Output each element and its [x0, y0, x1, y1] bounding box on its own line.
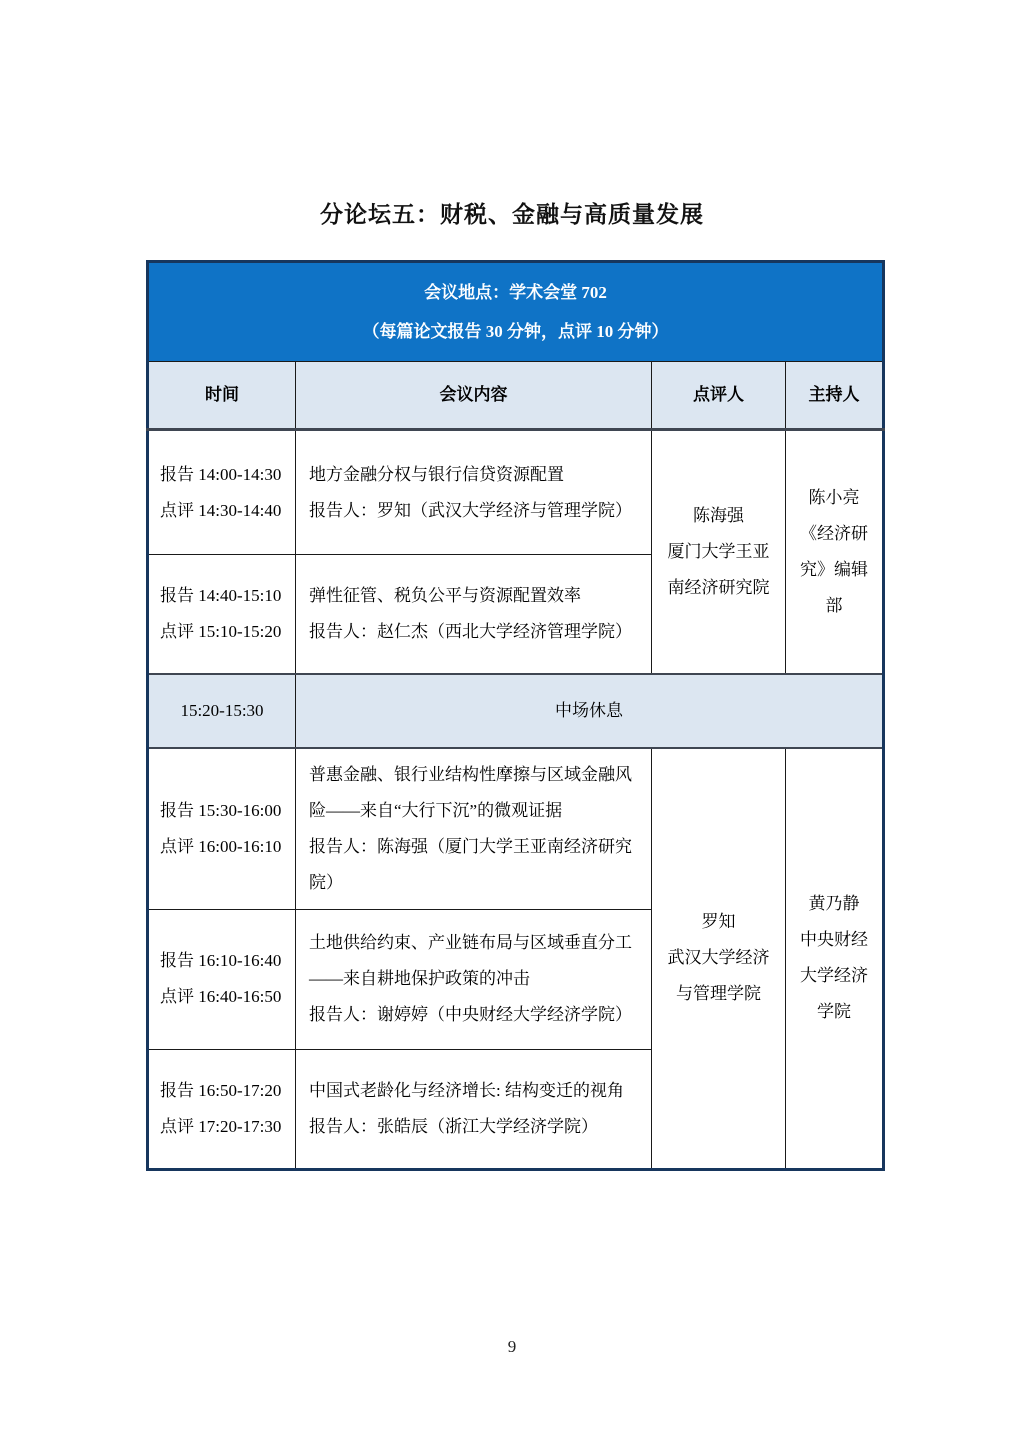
- session-row-1: [148, 430, 884, 555]
- comment-time: 点评 17:20-17:30: [160, 1116, 282, 1136]
- report-time: 报告 15:30-16:00: [160, 800, 282, 820]
- host-affiliation: 中央财经大学经济学院: [800, 930, 868, 1021]
- column-header-content: 会议内容: [296, 362, 652, 430]
- paper-title: 地方金融分权与银行信贷资源配置: [309, 464, 564, 484]
- paper-title: 普惠金融、银行业结构性摩擦与区域金融风险——来自“大行下沉”的微观证据: [309, 764, 632, 820]
- report-time: 报告 14:00-14:30: [160, 464, 282, 484]
- content-cell: [296, 430, 652, 555]
- report-time: 报告 16:10-16:40: [160, 951, 282, 970]
- venue-banner: [148, 262, 884, 362]
- page-number: 9: [507, 1337, 517, 1356]
- break-row: [148, 674, 884, 748]
- paper-title: 土地供给约束、产业链布局与区域垂直分工——来自耕地保护政策的冲击: [309, 933, 632, 988]
- content-cell: [296, 555, 652, 674]
- presenter: 报告人：谢婷婷（中央财经大学经济学院）: [309, 1005, 632, 1024]
- host-affiliation: 《经济研究》编辑部: [800, 523, 868, 615]
- time-cell: [148, 555, 296, 674]
- column-header-time: 时间: [148, 362, 296, 430]
- session-row-3: [148, 748, 884, 910]
- venue-note: （每篇论文报告 30 分钟，点评 10 分钟）: [362, 322, 669, 341]
- venue-banner-row: [148, 262, 884, 362]
- host-cell-block2: [786, 748, 884, 1170]
- report-time: 报告 14:40-15:10: [160, 585, 282, 605]
- break-label: 中场休息: [296, 674, 884, 748]
- reviewer-cell-block2: [652, 748, 786, 1170]
- reviewer-name: 罗知: [701, 912, 736, 931]
- paper-title: 中国式老龄化与经济增长: 结构变迁的视角: [309, 1080, 624, 1100]
- content-cell: [296, 909, 652, 1049]
- comment-time: 点评 16:00-16:10: [160, 836, 282, 856]
- content-cell: [296, 748, 652, 910]
- time-cell: [148, 748, 296, 910]
- content-cell: [296, 1049, 652, 1169]
- time-cell: [148, 1049, 296, 1169]
- paper-title: 弹性征管、税负公平与资源配置效率: [309, 585, 581, 605]
- comment-time: 点评 16:40-16:50: [160, 987, 282, 1006]
- time-cell: [148, 909, 296, 1049]
- time-cell: [148, 430, 296, 555]
- column-header-reviewer: 点评人: [652, 362, 786, 430]
- report-time: 报告 16:50-17:20: [160, 1080, 282, 1100]
- break-time: 15:20-15:30: [148, 674, 296, 748]
- column-header-host: 主持人: [786, 362, 884, 430]
- host-name: 黄乃静: [808, 894, 860, 913]
- page-title: 分论坛五：财税、金融与高质量发展: [320, 201, 704, 227]
- venue-location: 会议地点：学术会堂 702: [424, 283, 607, 302]
- reviewer-affiliation: 武汉大学经济与管理学院: [667, 948, 770, 1003]
- column-header-row: [148, 362, 884, 430]
- reviewer-cell-block1: [652, 430, 786, 674]
- presenter: 报告人：赵仁杰（西北大学经济管理学院）: [309, 621, 632, 641]
- reviewer-affiliation: 厦门大学王亚南经济研究院: [667, 541, 770, 597]
- reviewer-name: 陈海强: [693, 505, 744, 525]
- forum-schedule-table: [146, 260, 885, 1171]
- presenter: 报告人：陈海强（厦门大学王亚南经济研究院）: [309, 836, 632, 892]
- presenter: 报告人：张皓辰（浙江大学经济学院）: [309, 1116, 598, 1136]
- comment-time: 点评 14:30-14:40: [160, 500, 282, 520]
- host-cell-block1: [786, 430, 884, 674]
- presenter: 报告人：罗知（武汉大学经济与管理学院）: [309, 500, 632, 520]
- host-name: 陈小亮: [808, 487, 860, 507]
- comment-time: 点评 15:10-15:20: [160, 621, 282, 641]
